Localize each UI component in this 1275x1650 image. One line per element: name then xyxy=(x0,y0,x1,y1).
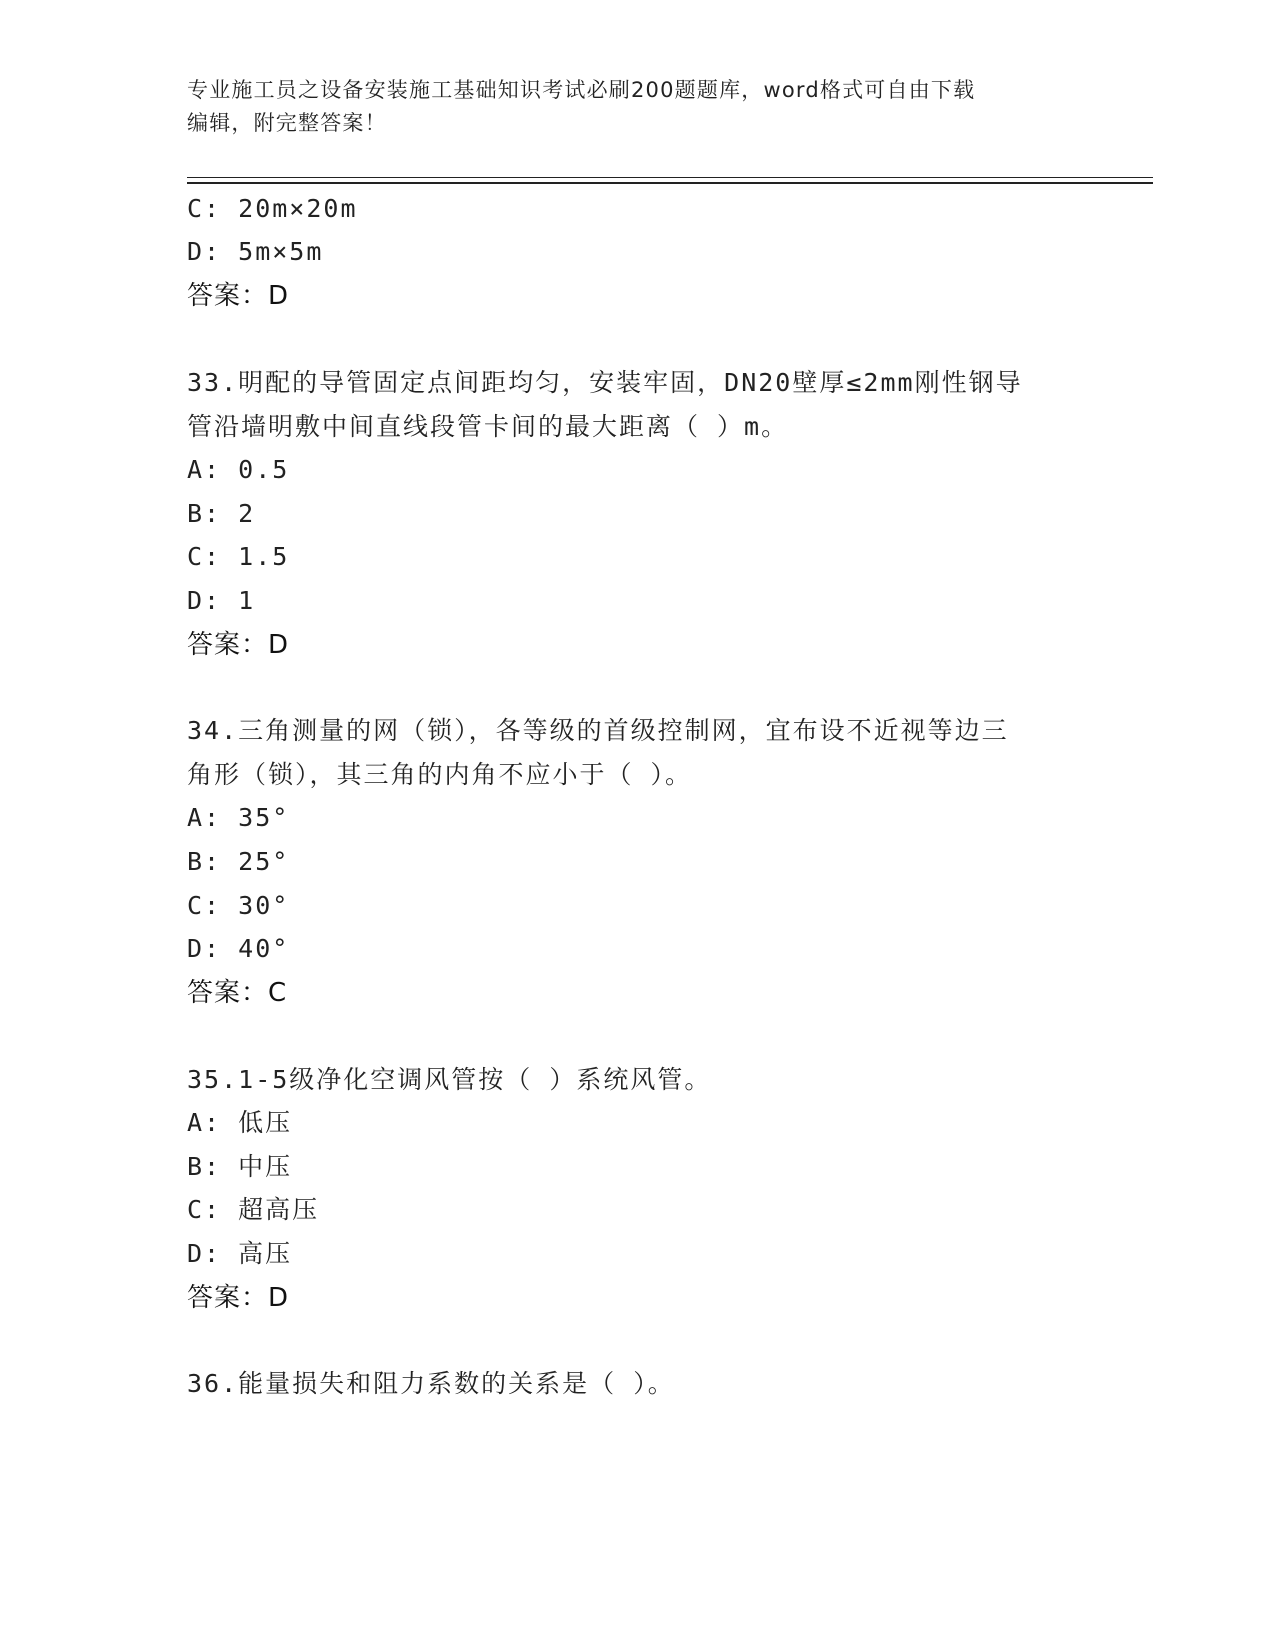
q33-answer: 答案：D xyxy=(187,630,290,660)
header-rule-thin xyxy=(187,177,1153,178)
header-line-2: 编辑，附完整答案！ xyxy=(187,111,387,135)
q34-option-b: B: 25° xyxy=(187,847,290,876)
q35-option-d: D: 高压 xyxy=(187,1239,293,1268)
q32-answer: 答案：D xyxy=(187,281,290,311)
q33-text-line-2: 管沿墙明敷中间直线段管卡间的最大距离（ ）m。 xyxy=(187,412,789,441)
q34-text-line-1: 34.三角测量的网（锁），各等级的首级控制网，宜布设不近视等边三 xyxy=(187,716,1009,745)
q35-answer: 答案：D xyxy=(187,1283,290,1313)
q34-answer: 答案：C xyxy=(187,978,288,1008)
q34-option-a: A: 35° xyxy=(187,803,290,832)
q35-option-a: A: 低压 xyxy=(187,1108,293,1137)
q33-text-line-1: 33.明配的导管固定点间距均匀，安装牢固，DN20壁厚≤2mm刚性钢导 xyxy=(187,368,1023,397)
q34-option-d: D: 40° xyxy=(187,934,290,963)
document-header xyxy=(187,74,1067,140)
q35-option-b: B: 中压 xyxy=(187,1152,293,1181)
q34-option-c: C: 30° xyxy=(187,891,290,920)
q34-text-line-2: 角形（锁），其三角的内角不应小于（ ）。 xyxy=(187,760,693,789)
q33-option-b: B: 2 xyxy=(187,499,256,528)
header-line-1: 专业施工员之设备安装施工基础知识考试必刷200题题库，word格式可自由下载 xyxy=(187,78,976,102)
q33-option-d: D: 1 xyxy=(187,586,256,615)
q35-text-line-1: 35.1-5级净化空调风管按（ ）系统风管。 xyxy=(187,1065,712,1094)
q33-option-a: A: 0.5 xyxy=(187,455,290,484)
q35-option-c: C: 超高压 xyxy=(187,1195,320,1224)
q33-option-c: C: 1.5 xyxy=(187,542,290,571)
header-rule-thick xyxy=(187,182,1153,184)
q32-option-d: D: 5m×5m xyxy=(187,237,324,266)
q32-option-c: C: 20m×20m xyxy=(187,194,358,223)
q36-text-line-1: 36.能量损失和阻力系数的关系是（ ）。 xyxy=(187,1369,675,1398)
